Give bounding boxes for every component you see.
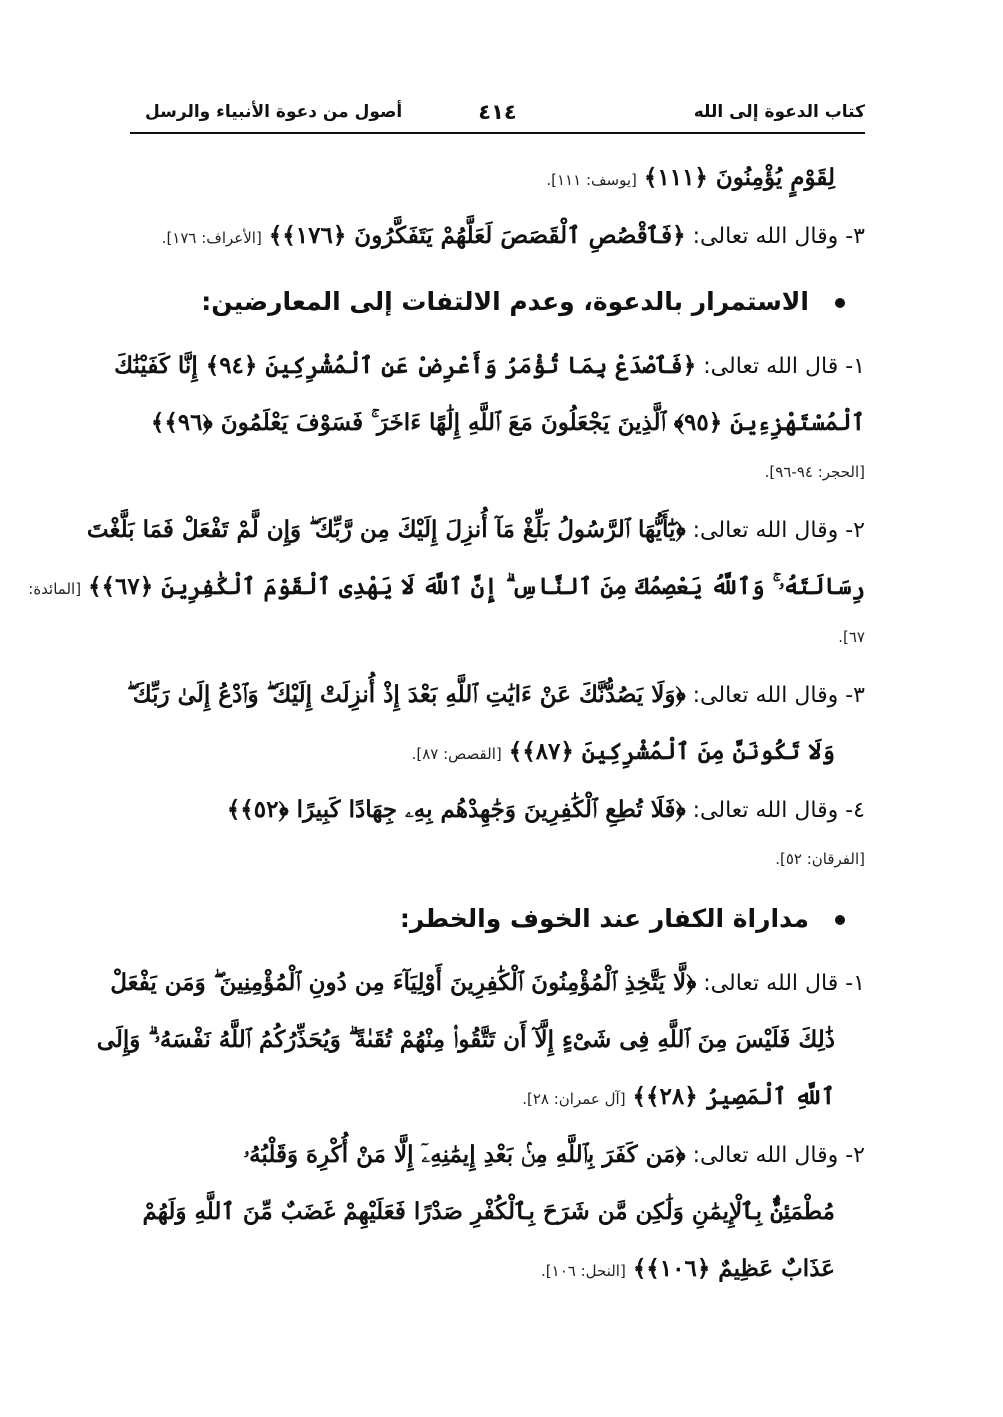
- verse-reference: [المائدة:: [28, 580, 82, 598]
- page-body: [28, 150, 865, 1299]
- quran-verse: ٱلْمُسْتَهْزِءِينَ ﴿٩٥﴾ ٱلَّذِينَ يَجْعَلُونَ مَعَ ٱللَّهِ إِلَٰهًا ءَاخَرَ ۚ فَسَوْفَ يَعْلَمُونَ ﴿٩٦﴾﴾: [150, 409, 865, 436]
- quran-verse: ﴿فَٱقْصُصِ ٱلْقَصَصَ لَعَلَّهُمْ يَتَفَكَّرُونَ ﴿١٧٦﴾﴾: [268, 222, 686, 249]
- section-heading: [130, 272, 865, 332]
- verse-reference: [الأعراف: ١٧٦].: [161, 229, 262, 247]
- text-line: [130, 1069, 865, 1127]
- text-line: [130, 208, 865, 266]
- quran-verse: وَلَا تَكُونَنَّ مِنَ ٱلْمُشْرِكِينَ ﴿٨٧﴾﴾: [508, 738, 835, 765]
- section-heading-text: مداراة الكفار عند الخوف والخطر:: [399, 904, 809, 933]
- text-line: [130, 1184, 865, 1241]
- text-line: [130, 1127, 865, 1184]
- quran-verse: ﴿يَٰٓأَيُّهَا ٱلرَّسُولُ بَلِّغْ مَآ أُنزِلَ إِلَيْكَ مِن رَّبِّكَ ۖ وَإِن لَّمْ تَفْعَلْ فَمَا بَلَّغْتَ: [86, 516, 686, 543]
- verse-reference: [يوسف: ١١١].: [546, 171, 637, 189]
- item-intro: ٢- وقال الله تعالى:: [685, 1143, 865, 1168]
- text-line: [28, 559, 865, 617]
- verse-reference: ٦٧].: [838, 628, 865, 646]
- quran-verse: ٱللَّهِ ٱلْمَصِيرُ ﴿٢٨﴾﴾: [632, 1083, 835, 1110]
- text-line: [130, 782, 865, 839]
- quran-verse: عَذَابٌ عَظِيمٌ ﴿١٠٦﴾﴾: [632, 1255, 835, 1282]
- text-line: [127, 667, 865, 724]
- verse-reference: [النحل: ١٠٦].: [541, 1262, 626, 1280]
- document-page: [28, 0, 865, 1417]
- text-line: [130, 395, 865, 452]
- item-intro: ١- قال الله تعالى:: [696, 354, 865, 379]
- text-line: [130, 1241, 865, 1299]
- quran-verse: رِسَالَتَهُۥ ۚ وَٱللَّهُ يَعْصِمُكَ مِنَ ٱلنَّاسِ ۗ إِنَّ ٱللَّهَ لَا يَهْدِى ٱلْقَوْمَ ٱلْكَٰفِرِينَ ﴿٦٧﴾﴾: [88, 573, 865, 600]
- text-line: [130, 724, 865, 782]
- text-line: [86, 502, 865, 559]
- quran-verse: ﴿وَلَا يَصُدُّنَّكَ عَنْ ءَايَٰتِ ٱللَّهِ بَعْدَ إِذْ أُنزِلَتْ إِلَيْكَ ۖ وَٱدْعُ إِلَىٰ رَبِّكَ ۖ: [127, 681, 686, 708]
- item-intro: ١- قال الله تعالى:: [696, 971, 865, 996]
- book-title: كتاب الدعوة إلى الله: [693, 102, 865, 122]
- verse-reference: [القصص: ٨٧].: [411, 745, 502, 763]
- quran-verse: ﴿فَٱصْدَعْ بِمَا تُؤْمَرُ وَأَعْرِضْ عَنِ ٱلْمُشْرِكِينَ ﴿٩٤﴾ إِنَّا كَفَيْنَٰكَ: [114, 352, 697, 379]
- text-line: [96, 1012, 865, 1069]
- text-line: [110, 955, 865, 1012]
- section-heading: [130, 889, 865, 949]
- quran-verse: لِقَوْمٍ يُؤْمِنُونَ ﴿١١١﴾: [643, 164, 835, 191]
- verse-reference: [آل عمران: ٢٨].: [522, 1090, 626, 1108]
- text-line: [114, 338, 865, 395]
- item-intro: ٣- وقال الله تعالى:: [685, 683, 865, 708]
- chapter-title: أصول من دعوة الأنبياء والرسل: [145, 102, 403, 122]
- section-heading-text: الاستمرار بالدعوة، وعدم الالتفات إلى المعارضين:: [201, 287, 809, 316]
- item-intro: ٣- وقال الله تعالى:: [685, 224, 865, 249]
- quran-verse: ذَٰلِكَ فَلَيْسَ مِنَ ٱللَّهِ فِى شَىْءٍ إِلَّآ أَن تَتَّقُوا۟ مِنْهُمْ تُقَىٰةً ۗ وَيُحَذِّرُكُمُ ٱللَّهُ نَفْسَهُۥ ۗ وَإِلَى: [96, 1026, 835, 1053]
- page-number: ٤١٤: [478, 100, 517, 124]
- text-line: [130, 150, 865, 208]
- item-intro: ٤- وقال الله تعالى:: [685, 798, 865, 823]
- quran-verse: مُطْمَئِنٌّۢ بِٱلْإِيمَٰنِ وَلَٰكِن مَّن شَرَحَ بِٱلْكُفْرِ صَدْرًا فَعَلَيْهِمْ غَضَبٌ مِّنَ ٱللَّهِ وَلَهُمْ: [142, 1198, 835, 1225]
- quran-verse: ﴿مَن كَفَرَ بِٱللَّهِ مِنۢ بَعْدِ إِيمَٰنِهِۦٓ إِلَّا مَنْ أُكْرِهَ وَقَلْبُهُۥ: [243, 1141, 686, 1168]
- quran-verse: ﴿فَلَا تُطِعِ ٱلْكَٰفِرِينَ وَجَٰهِدْهُم بِهِۦ جِهَادًا كَبِيرًا ﴿٥٢﴾﴾: [226, 796, 686, 823]
- verse-reference: [الحجر: ٩٤-٩٦].: [764, 463, 865, 481]
- bullet-icon: [835, 298, 845, 308]
- item-intro: ٢- وقال الله تعالى:: [685, 518, 865, 543]
- header-divider: [130, 132, 865, 134]
- quran-verse: ﴿لَّا يَتَّخِذِ ٱلْمُؤْمِنُونَ ٱلْكَٰفِرِينَ أَوْلِيَآءَ مِن دُونِ ٱلْمُؤْمِنِينَ ۖ وَمَن يَفْعَلْ: [110, 969, 697, 996]
- verse-reference: [الفرقان: ٥٢].: [775, 850, 865, 868]
- running-header: [130, 102, 865, 132]
- bullet-icon: [835, 915, 845, 925]
